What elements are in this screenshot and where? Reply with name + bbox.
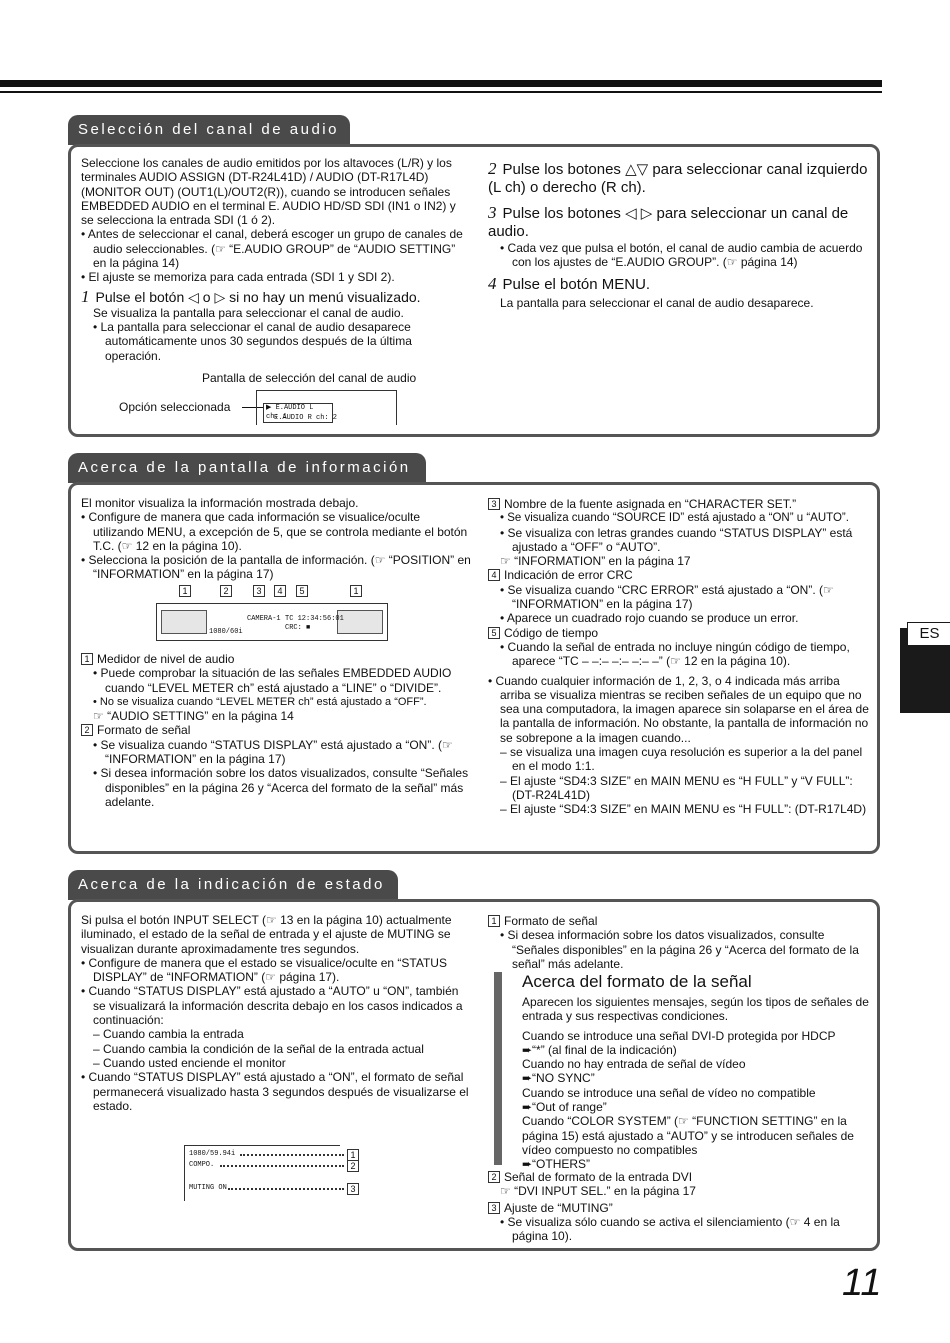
info-item-3 [488,497,873,511]
diagram-format: 1080/60i [209,628,243,636]
audio-bullet-1: • Antes de seleccionar el canal, deberá escoger un grupo de canales de audio seleccionables. (☞ “E.AUDIO GROUP” de “AUDIO SETTING” en la página 14) [81,227,463,271]
item-text: Medidor de nivel de audio [97,652,235,666]
page-number: 11 [842,1262,882,1304]
diagram-timecode: TC 12:34:56:01 [285,615,344,623]
section-title-info: Acerca de la pantalla de información [68,453,426,483]
audio-right-column [488,160,873,310]
step-number: 1 [81,286,90,306]
info-item-3-ref: ☞ “INFORMATION” en la página 17 [500,554,691,569]
info-item-2-bullet-1: • Se visualiza cuando “STATUS DISPLAY” está ajustado a “ON”. (☞ “INFORMATION” en la página 17) [93,737,453,767]
status-right-items [488,1170,873,1243]
info-diagram [150,583,390,643]
item-marker: 5 [488,627,500,639]
step-number: 2 [488,159,497,178]
info-intro: El monitor visualiza la información mostrada debajo. [81,496,359,510]
info-note-dash-1: – se visualiza una imagen cuya resolución es superior a la del panel en el modo 1:1. [500,745,863,774]
audio-intro: Seleccione los canales de audio emitidos por los altavoces (L/R) y los terminales AUDIO ASSIGN (DT-R24L41D) / AUDIO (DT-R17L4D) (MONITOR OUT) (OUT1(L)/OUT2(R)), cuando se introducen señales EMBEDDED AUDIO en el terminal E. AUDIO HD/SD SDI (IN1 o IN2) y se selecciona la entrada SDI (1 ó 2). [81,156,456,228]
audio-step-2 [488,160,873,197]
format-result-3: ➨“Out of range” [522,1100,607,1115]
info-item-3-bullet-1: • Se visualiza cuando “SOURCE ID” está ajustado a “ON” u “AUTO”. [500,512,849,525]
status-marker: 3 [347,1183,359,1195]
step-number: 3 [488,203,497,222]
item-marker: 2 [488,1171,500,1183]
audio-step-3-bullet: • Cada vez que pulsa el botón, el canal de audio cambia de acuerdo con los ajustes de “E.AUDIO GROUP”. (☞ página 14) [500,241,863,270]
step-text: Pulse el botón MENU. [502,275,651,293]
header-rule-thick [0,80,882,87]
option-label: Opción seleccionada [119,400,231,414]
language-tab: ES [907,622,950,646]
level-meter-left [161,610,207,634]
status-left-column [81,913,471,1113]
step-number: 4 [488,273,497,293]
info-screen [156,603,388,641]
info-item-2 [81,723,471,737]
info-item-5 [488,626,873,640]
status-format: 1080/59.94i [189,1150,236,1158]
status-dash-2: – Cuando cambia la condición de la señal de la entrada actual [93,1041,424,1056]
status-item-1-bullet: • Si desea información sobre los datos visualizados, consulte “Señales disponibles” en la página 26 y “Acerca del formato de la señal” más adelante. [500,928,859,971]
status-input: COMPO. [189,1161,215,1169]
format-result-1: ➨“*” (al final de la indicación) [522,1042,677,1057]
item-text: Señal de formato de la entrada DVI [504,1170,693,1184]
leader-dots [220,1165,344,1167]
item-marker: 1 [488,915,500,927]
info-item-4 [488,568,873,582]
step-text: Pulse el botón ◁ o ▷ si no hay un menú visualizado. [95,288,421,305]
status-dash-1: – Cuando cambia la entrada [93,1027,244,1042]
format-condition-2: Cuando no hay entrada de señal de vídeo [522,1057,746,1072]
info-right-column [488,497,873,817]
item-marker: 1 [81,653,93,665]
info-item-1 [81,652,471,666]
audio-step-1-sub: Se visualiza la pantalla para seleccionar el canal de audio. [93,305,404,320]
audio-step-1-bullet: • La pantalla para seleccionar el canal de audio desaparece automáticamente unos 30 segundos después de la última operación. [93,319,412,363]
format-box [522,972,872,1172]
info-item-4-bullet-1: • Se visualiza cuando “CRC ERROR” está ajustado a “ON”. (☞ “INFORMATION” en la página 17) [500,582,834,612]
audio-bullet-2: • El ajuste se memoriza para cada entrada (SDI 1 y SDI 2). [81,270,395,285]
item-text: Ajuste de “MUTING” [504,1200,613,1215]
status-right-column [488,914,873,971]
diagram-crc: CRC: ■ [285,624,311,632]
level-meter-right [337,610,383,634]
status-item-3 [488,1201,873,1215]
info-item-5-bullet-1: • Cuando la señal de entrada no incluye ningún código de tiempo, aparece “TC – –:– –:– –:– –” (☞ 12 en la página 10). [500,639,850,669]
item-text: Nombre de la fuente asignada en “CHARACTER SET.” [504,497,797,511]
info-item-1-bullet-2: • No se visualiza cuando “LEVEL METER ch” está ajustado a “OFF”. [93,695,427,708]
status-bullet-3: • Cuando “STATUS DISPLAY” está ajustado a “ON”, el formato de señal permanecerá visualizado hasta 3 segundos después de visualizarse el estado. [81,1070,469,1113]
format-box-intro: Aparecen los siguientes mensajes, según los tipos de señales de entrada y sus respectivas condiciones. [522,995,869,1024]
status-bullet-2: • Cuando “STATUS DISPLAY” está ajustado a “AUTO” u “ON”, también se visualizará la información descrita debajo en los casos indicados a continuación: [81,984,463,1028]
item-marker: 4 [488,569,500,581]
item-text: Indicación de error CRC [504,568,633,583]
status-item-2-ref: ☞ “DVI INPUT SEL.” en la página 17 [500,1184,696,1199]
info-note-dash-3: – El ajuste “SD4:3 SIZE” en MAIN MENU es “H FULL”: (DT-R17L4D) [500,802,867,817]
section-title-audio: Selección del canal de audio [68,115,350,145]
format-condition-3: Cuando se introduce una señal de vídeo no compatible [522,1085,816,1100]
diagram-marker: 1 [350,585,362,597]
header-rule-thin [0,91,882,93]
status-item-1 [488,914,873,928]
status-item-2 [488,1170,873,1184]
audio-step-4-sub: La pantalla para seleccionar el canal de audio desaparece. [500,295,814,310]
status-screen-edge [184,1145,185,1201]
status-dash-3: – Cuando usted enciende el monitor [93,1055,286,1070]
status-intro: Si pulsa el botón INPUT SELECT (☞ 13 en la página 10) actualmente iluminado, el estado de la señal de entrada y el ajuste de MUTING se visualizan durante aproximadamente tres segundos. [81,913,452,956]
format-result-4: ➨“OTHERS” [522,1157,591,1172]
item-text: Código de tiempo [504,625,599,640]
format-condition-4: Cuando “COLOR SYSTEM” (☞ “FUNCTION SETTING” en la página 15) está ajustado a “AUTO” y se introducen señales de vídeo compuesto no compatibles [522,1114,854,1157]
diagram-marker: 1 [179,585,191,597]
info-bullet-2: • Selecciona la posición de la pantalla de información. (☞ “POSITION” en “INFORMATION” en la página 17) [81,553,471,582]
format-box-bar [494,972,502,1165]
format-box-title: Acerca del formato de la señal [522,972,752,991]
status-item-3-bullet: • Se visualiza sólo cuando se activa el silenciamiento (☞ 4 en la página 10). [500,1214,840,1244]
audio-step-4 [488,275,873,294]
info-item-3-bullet-2: • Se visualiza con letras grandes cuando “STATUS DISPLAY” está ajustado a “OFF” o “AUTO”. [500,525,853,554]
info-bullet-1: • Configure de manera que cada información se visualice/oculte utilizando MENU, a excepción de 5, que se controla mediante el botón T.C. (☞ 12 en la página 10). [81,510,468,553]
audio-screen [256,390,397,425]
status-screen-edge [184,1145,340,1146]
diagram-marker: 5 [296,585,308,597]
item-marker: 2 [81,724,93,736]
info-note: • Cuando cualquier información de 1, 2, 3, o 4 indicada más arriba arriba se visualiza mientras se reciben señales de un equipo que no sea una computadora, la imagen aparece sin solaparse en el área de la pantalla de información. No obstante, la pantalla de información no se sobrepone a la imagen cuando... [488,673,869,745]
status-marker: 2 [347,1160,359,1172]
info-item-2-bullet-2: • Si desea información sobre los datos visualizados, consulte “Señales disponibles” en la página 26 y “Acerca del formato de la señal” más adelante. [93,766,469,809]
format-result-2: ➨“NO SYNC” [522,1071,595,1086]
item-marker: 3 [488,1202,500,1214]
info-item-1-ref: ☞ “AUDIO SETTING” en la página 14 [93,709,294,724]
item-marker: 3 [488,498,500,510]
info-item-4-bullet-2: • Aparece un cuadrado rojo cuando se produce un error. [500,611,799,626]
step-text: Pulse los botones △▽ para seleccionar canal izquierdo (L ch) o derecho (R ch). [488,161,868,196]
info-left-items [81,652,471,809]
status-muting: MUTING ON [189,1184,227,1192]
step-text: Pulse los botones ◁ ▷ para seleccionar un canal de audio. [488,205,849,240]
info-left-column [81,496,471,582]
format-condition-1: Cuando se introduce una señal DVI-D protegida por HDCP [522,1028,836,1043]
item-text: Formato de señal [504,914,598,928]
info-item-1-bullet-1: • Puede comprobar la situación de las señales EMBEDDED AUDIO cuando “LEVEL METER ch” está ajustado a “LINE” o “DIVIDE”. [93,666,452,695]
status-marker: 1 [347,1149,359,1161]
diagram-marker: 3 [253,585,265,597]
section-title-status: Acerca de la indicación de estado [68,870,398,900]
diagram-marker: 4 [274,585,286,597]
selected-option: ▶ E.AUDIO L ch: 1 [263,403,333,423]
audio-step-1 [81,288,466,306]
leader-dots [240,1154,344,1156]
other-option: E.AUDIO R ch: 2 [274,414,338,422]
audio-left-column [81,156,466,363]
status-bullet-1: • Configure de manera que el estado se visualice/oculte en “STATUS DISPLAY” de “INFORMATION” (☞ página 17). [81,955,447,985]
audio-step-3 [488,204,873,241]
item-text: Formato de señal [97,723,191,738]
info-note-dash-2: – El ajuste “SD4:3 SIZE” en MAIN MENU es “H FULL” y “V FULL”: (DT-R24L41D) [500,773,853,802]
screen-caption: Pantalla de selección del canal de audio [202,371,417,385]
leader-dots [228,1188,344,1190]
diagram-charset: CAMERA-1 [247,615,281,623]
diagram-marker: 2 [220,585,232,597]
